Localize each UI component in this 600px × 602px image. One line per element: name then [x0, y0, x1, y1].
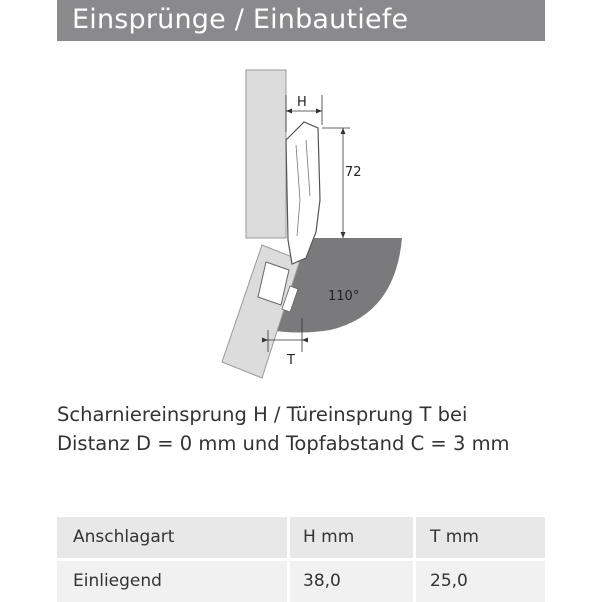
- dim-h-arrow-right: [316, 109, 322, 114]
- cell-h-mm: 38,0: [303, 571, 341, 591]
- table-header-row: [57, 517, 545, 558]
- dim-t-label: T: [287, 353, 295, 368]
- header-h-mm: H mm: [303, 527, 355, 547]
- dim-h-arrow-left: [286, 109, 292, 114]
- caption-line-1: Scharniereinsprung H / Türeinsprung T bei: [57, 403, 468, 426]
- caption-line-2: Distanz D = 0 mm und Topfabstand C = 3 mm: [57, 432, 510, 455]
- spec-table: [57, 517, 545, 602]
- cell-t-mm: 25,0: [430, 571, 468, 591]
- dim-72-label: 72: [345, 165, 362, 180]
- cell-anschlagart: Einliegend: [73, 571, 162, 591]
- page-title: Einsprünge / Einbautiefe: [72, 4, 409, 35]
- header-anschlagart: Anschlagart: [73, 527, 175, 547]
- dim-t-arrow-right: [302, 338, 308, 343]
- caption: [57, 400, 557, 458]
- dim-h-label: H: [297, 95, 307, 110]
- cabinet-side-panel: [246, 70, 286, 238]
- header-t-mm: T mm: [430, 527, 479, 547]
- opening-angle-label: 110°: [328, 289, 360, 304]
- dim-72-arrow-top: [341, 128, 346, 134]
- table-row: [57, 561, 545, 602]
- dim-72-arrow-bottom: [341, 232, 346, 238]
